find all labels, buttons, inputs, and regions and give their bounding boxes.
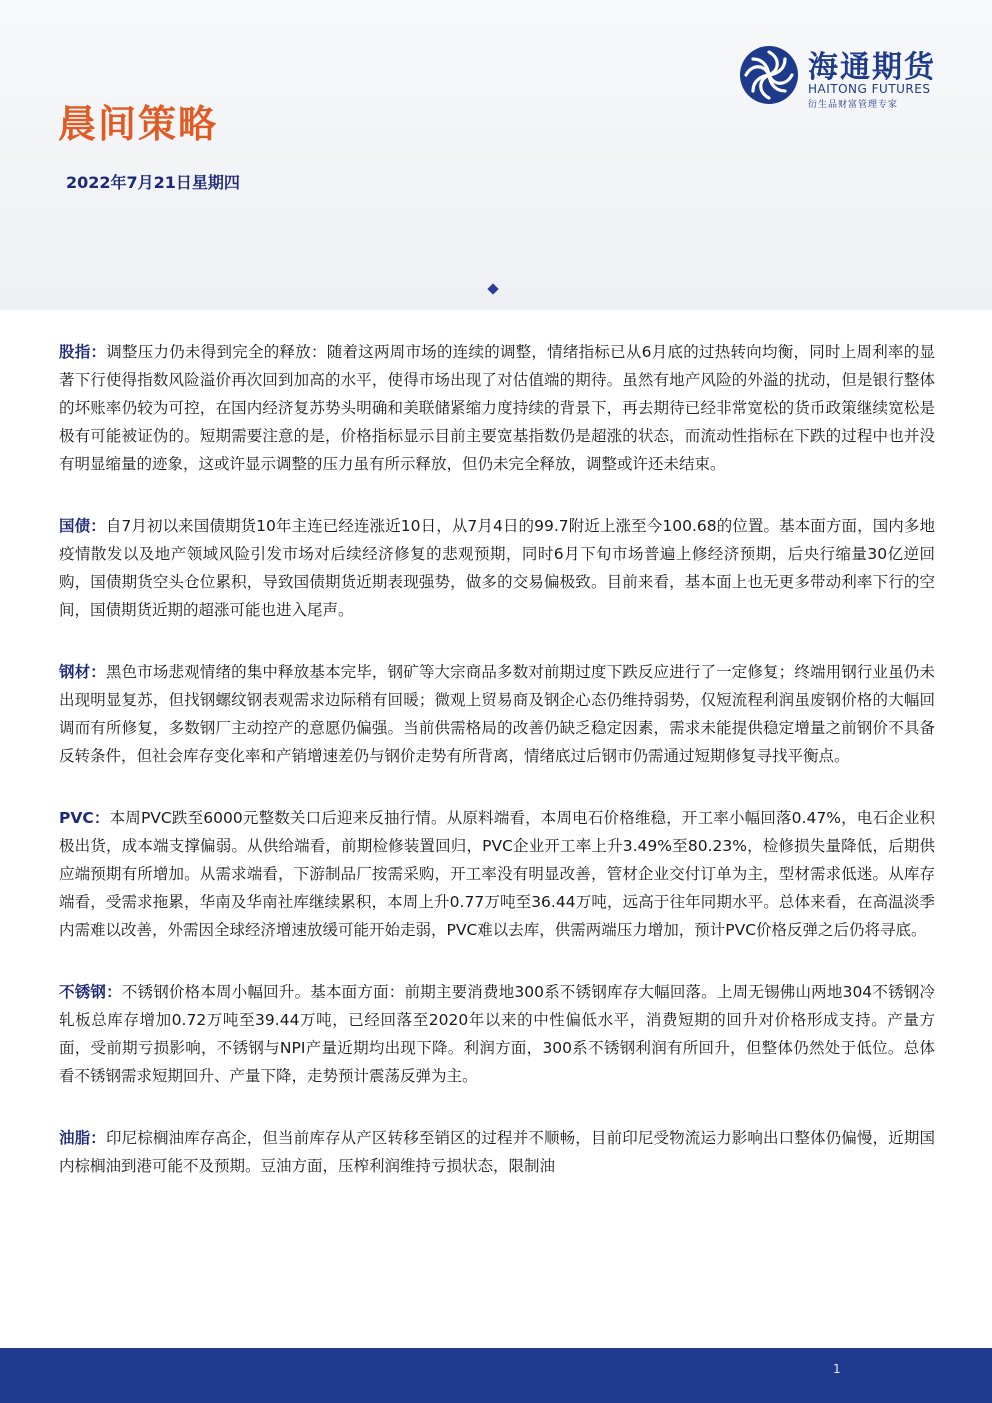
section-text: 调整压力仍未得到完全的释放：随着这两周市场的连续的调整，情绪指标已从6月底的过热转向均衡，同时上周利率的显著下行使得指数风险溢价再次回到加高的水平，使得市场出现了对估值端的期待。虽然有地产风险的外溢的扰动，但是银行整体的坏账率仍较为可控，在国内经济复苏势头明确和美联储紧缩力度持续的背景下，再去期待已经非常宽松的货币政策继续宽松是极有可能被证伪的。短期需要注意的是，价格指标显示目前主要宽基指数仍是超涨的状态，而流动性指标在下跌的过程中也并没有明显缩量的迹象，这或许显示调整的压力虽有所示释放，但仍未完全释放，调整或许还未结束。	[59, 343, 935, 473]
section-text: 不锈钢价格本周小幅回升。基本面方面：前期主要消费地300系不锈钢库存大幅回落。上周无锡佛山两地304不锈钢冷轧板总库存增加0.72万吨至39.44万吨，已经回落至2020年以来的中性偏低水平，消费短期的回升对价格形成支持。产量方面，受前期亏损影响，不锈钢与NPI产量近期均出现下降。利润方面，300系不锈钢利润有所回升，但整体仍然处于低位。总体看不锈钢需求短期回升、产量下降，走势预计震荡反弹为主。	[59, 983, 935, 1085]
section-text: 自7月初以来国债期货10年主连已经连涨近10日，从7月4日的99.7附近上涨至今100.68的位置。基本面方面，国内多地疫情散发以及地产领域风险引发市场对后续经济修复的悲观预期，同时6月下旬市场普遍上修经济预期，后央行缩量30亿逆回购，国债期货空头仓位累积，导致国债期货近期表现强势，做多的交易偏极致。目前来看，基本面上也无更多带动利率下行的空间，国债期货近期的超涨可能也进入尾声。	[59, 517, 935, 619]
section-lead: 油脂：	[59, 1129, 106, 1147]
section-lead: 国债：	[59, 517, 106, 535]
logo-slogan: 衍生品财富管理专家	[808, 100, 899, 110]
section-lead: 钢材：	[59, 663, 106, 681]
section-oils	[59, 1124, 935, 1180]
section-bond	[59, 512, 935, 624]
section-lead: PVC：	[59, 809, 110, 827]
page-footer	[0, 1348, 992, 1403]
report-body	[59, 338, 935, 1214]
section-steel	[59, 658, 935, 770]
section-stainless	[59, 978, 935, 1090]
section-index	[59, 338, 935, 478]
company-logo	[738, 40, 958, 110]
diamond-divider-icon	[487, 283, 498, 294]
report-date: 2022年7月21日星期四	[66, 173, 240, 192]
logo-chinese-name: 海通期货	[808, 50, 936, 85]
section-lead: 不锈钢：	[59, 983, 122, 1001]
section-text: 本周PVC跌至6000元整数关口后迎来反抽行情。从原料端看，本周电石价格维稳，开工率小幅回落0.47%，电石企业积极出货，成本端支撑偏弱。从供给端看，前期检修装置回归，PVC企业开工率上升3.49%至80.23%，检修损失量降低，后期供应端预期有所增加。从需求端看，下游制品厂按需采购，开工率没有明显改善，管材企业交付订单为主，型材需求低迷。从库存端看，受需求拖累，华南及华南社库继续累积，本周上升0.77万吨至36.44万吨，远高于往年同期水平。总体来看，在高温淡季内需难以改善，外需因全球经济增速放缓可能开始走弱，PVC难以去库，供需两端压力增加，预计PVC价格反弹之后仍将寻底。	[59, 809, 935, 939]
page-number: 1	[833, 1362, 841, 1376]
section-text: 印尼棕榈油库存高企，但当前库存从产区转移至销区的过程并不顺畅，目前印尼受物流运力影响出口整体仍偏慢，近期国内棕榈油到港可能不及预期。豆油方面，压榨利润维持亏损状态，限制油	[59, 1129, 935, 1175]
page-title: 晨间策略	[58, 101, 219, 146]
section-pvc	[59, 804, 935, 944]
section-lead: 股指：	[59, 343, 107, 361]
logo-mark-icon	[738, 44, 800, 106]
page-header	[0, 0, 992, 310]
logo-english-name: HAITONG FUTURES	[808, 82, 931, 96]
section-text: 黑色市场悲观情绪的集中释放基本完毕，钢矿等大宗商品多数对前期过度下跌反应进行了一定修复；终端用钢行业虽仍未出现明显复苏，但找钢螺纹钢表观需求边际稍有回暖；微观上贸易商及钢企心态仍维持弱势，仅短流程利润虽废钢价格的大幅回调而有所修复，多数钢厂主动控产的意愿仍偏强。当前供需格局的改善仍缺乏稳定因素，需求未能提供稳定增量之前钢价不具备反转条件，但社会库存变化率和产销增速差仍与钢价走势有所背离，情绪底过后钢市仍需通过短期修复寻找平衡点。	[59, 663, 935, 765]
